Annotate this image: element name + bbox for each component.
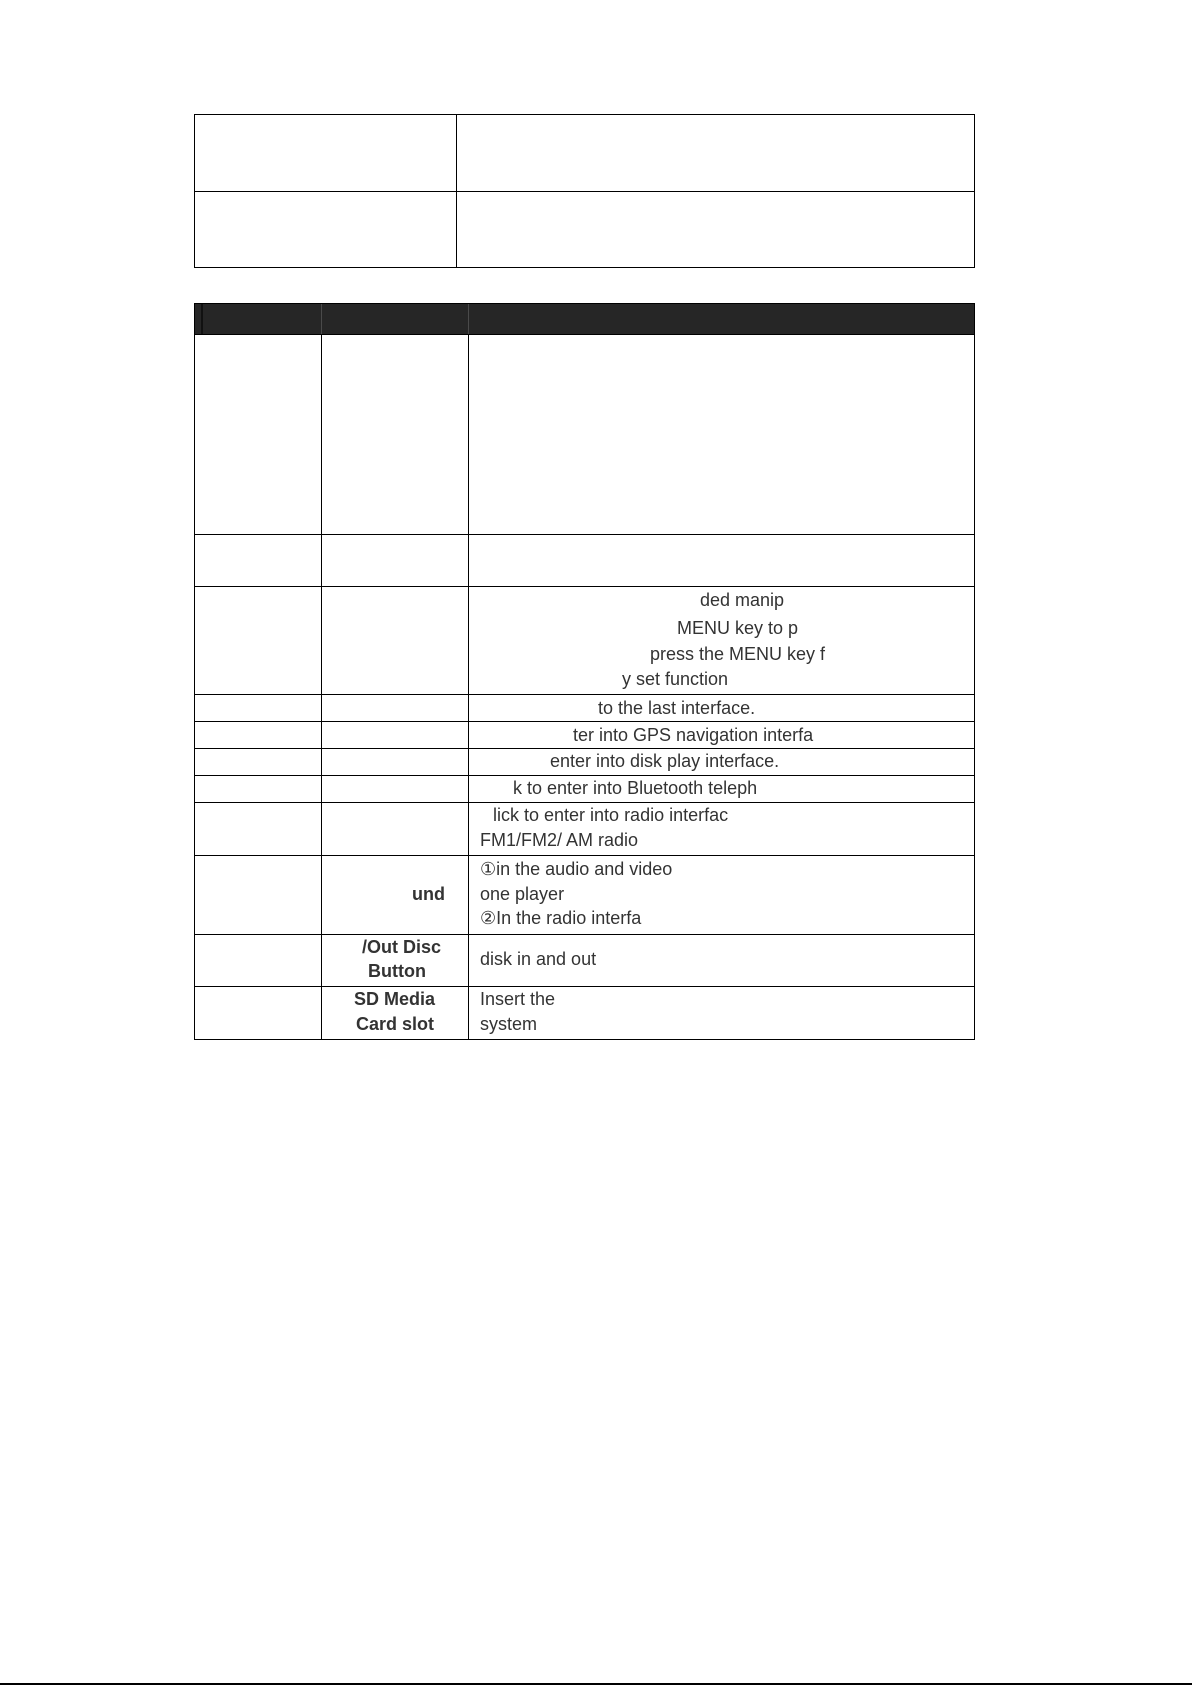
upper-table-row-divider [194, 191, 975, 192]
row11-desc-line1: Insert the [480, 989, 556, 1009]
row9-desc-line1: ①in the audio and video [480, 859, 673, 879]
row9-desc-line2: one player [480, 884, 565, 904]
header-col-divider-1 [321, 304, 322, 335]
row-divider [194, 802, 975, 803]
row6-desc: enter into disk play interface. [550, 751, 780, 771]
row11-name-line1: SD Media [354, 989, 436, 1009]
row3-desc-line3: press the MENU key f [650, 644, 826, 664]
row4-desc: to the last interface. [598, 698, 756, 718]
row3-desc-line4: y set function [622, 669, 729, 689]
row10-name-line2: Button [368, 961, 426, 981]
row-divider [194, 586, 975, 587]
header-col-divider-2 [468, 304, 469, 335]
row-divider [194, 694, 975, 695]
row11-desc-line2: system [480, 1014, 538, 1034]
row7-desc: k to enter into Bluetooth teleph [513, 778, 758, 798]
row3-desc-line2: MENU key to p [677, 618, 799, 638]
row3-desc-line1: ded manip [700, 590, 785, 610]
header-accent [201, 304, 203, 335]
row-divider [194, 334, 975, 335]
row11-name-line2: Card slot [356, 1014, 435, 1034]
row-divider [194, 855, 975, 856]
row-divider [194, 986, 975, 987]
row-divider [194, 775, 975, 776]
row9-name: und [412, 884, 445, 904]
main-table [194, 303, 975, 1040]
row10-name-line1: /Out Disc [362, 937, 442, 957]
main-table-header [195, 304, 974, 335]
row-divider [194, 748, 975, 749]
row8-desc-line1: lick to enter into radio interfac [493, 805, 729, 825]
row10-desc: disk in and out [480, 949, 597, 969]
row9-desc-line3: ②In the radio interfa [480, 908, 642, 928]
row-divider [194, 934, 975, 935]
row-divider [194, 721, 975, 722]
row5-desc: ter into GPS navigation interfa [573, 725, 814, 745]
row8-desc-line2: FM1/FM2/ AM radio [480, 830, 639, 850]
row-divider [194, 534, 975, 535]
